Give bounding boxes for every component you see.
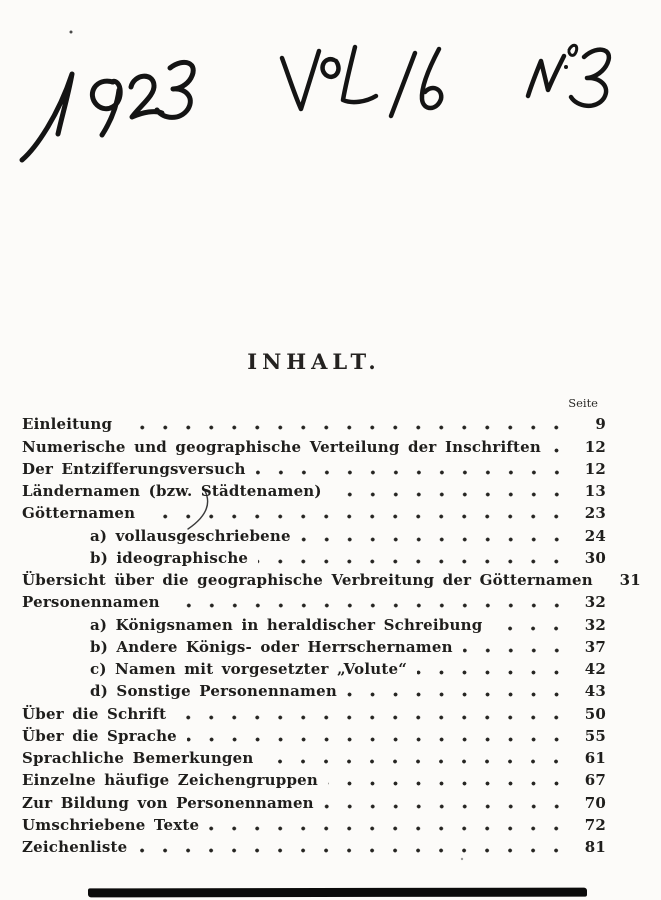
- toc-entry-label: Übersicht über die geographische Verbreitung der Götternamen: [22, 571, 593, 589]
- toc-entry-page: 43: [584, 682, 606, 701]
- toc-block: [22, 396, 641, 857]
- toc-entry-page: 81: [584, 838, 606, 856]
- toc-row: [22, 701, 606, 723]
- toc-row: [22, 790, 606, 812]
- handwritten-year-annotation: [22, 62, 193, 160]
- toc-entry-page: 12: [584, 437, 606, 456]
- toc-entry-label: Über die Schrift: [22, 704, 167, 723]
- toc-entry-page: 9: [595, 415, 606, 434]
- handwritten-issue-annotation: [528, 45, 609, 105]
- toc-entry-label: Zur Bildung von Personennamen: [22, 793, 314, 812]
- dot-leader: [301, 537, 568, 542]
- toc-row: [22, 679, 606, 701]
- dot-leader: [258, 559, 568, 564]
- toc-entry-label: a) Königsnamen in heraldischer Schreibung: [90, 615, 483, 634]
- dot-leader: [187, 737, 568, 742]
- toc-entry-label: Sprachliche Bemerkungen: [22, 749, 254, 767]
- toc-entry-label: b) Andere Königs- oder Herrschernamen: [90, 637, 453, 656]
- dot-leader: [145, 514, 568, 519]
- toc-row: [22, 457, 606, 479]
- toc-row: [22, 523, 606, 545]
- toc-entry-page: 32: [584, 593, 606, 612]
- toc-entry-label: b) ideographische: [90, 548, 249, 567]
- toc-entry-label: Numerische und geographische Verteilung der Inschriften: [22, 437, 541, 456]
- toc-row: [22, 635, 606, 657]
- dot-leader: [137, 848, 568, 853]
- toc-entry-label: Ländernamen (bzw. Städtenamen): [22, 482, 322, 500]
- toc-row: [22, 724, 606, 746]
- dot-leader: [551, 448, 568, 453]
- dot-leader: [463, 648, 568, 653]
- dot-leader: [417, 670, 568, 675]
- toc-entry-label: Götternamen: [22, 504, 136, 523]
- dot-leader: [492, 626, 568, 631]
- toc-entry-label: c) Namen mit vorgesetzter „Volute“: [90, 660, 408, 678]
- dot-leader: [263, 759, 568, 764]
- toc-entry-page: 70: [584, 793, 606, 812]
- dot-leader: [170, 603, 568, 608]
- toc-entry-page: 13: [584, 482, 606, 500]
- toc-entry-label: Der Entzifferungsversuch: [22, 459, 246, 478]
- toc-row: [22, 434, 606, 456]
- toc-row: [22, 746, 606, 768]
- toc-entry-label: Einzelne häufige Zeichengruppen: [22, 771, 319, 790]
- dot-leader: [332, 492, 568, 497]
- page-title: INHALT.: [247, 349, 381, 374]
- toc-row: [22, 813, 606, 835]
- handwritten-volume-annotation: [282, 47, 441, 116]
- toc-row: [22, 568, 641, 590]
- dot-leader: [122, 425, 568, 430]
- toc-row: [22, 768, 606, 790]
- toc-entry-label: Einleitung: [22, 415, 113, 434]
- toc-entry-page: 42: [584, 660, 606, 678]
- toc-row: [22, 590, 606, 612]
- dot-leader: [256, 470, 568, 475]
- toc-entry-page: 67: [584, 771, 606, 790]
- toc-entry-label: Über die Sprache: [22, 726, 177, 745]
- page-column-label: Seite: [568, 396, 598, 410]
- toc-row: [22, 657, 606, 679]
- toc-entry-label: Umschriebene Texte: [22, 815, 200, 834]
- toc-entry-page: 50: [584, 704, 606, 723]
- toc-entry-page: 24: [584, 526, 606, 545]
- toc-entry-page: 37: [584, 637, 606, 656]
- dot-leader: [209, 826, 568, 831]
- toc-entry-page: 32: [584, 615, 606, 634]
- toc-entry-page: 12: [584, 459, 606, 478]
- toc-entry-page: 55: [584, 726, 606, 745]
- toc-entry-label: d) Sonstige Personennamen: [90, 682, 337, 701]
- toc-entry-page: 23: [584, 504, 606, 523]
- toc-row: [22, 501, 606, 523]
- toc-entry-page: 30: [584, 548, 606, 567]
- scan-artifact-bar: [88, 888, 587, 898]
- dot-leader: [347, 692, 568, 697]
- toc-list: [22, 412, 641, 857]
- dot-leader: [324, 804, 568, 809]
- dot-leader: [176, 715, 568, 720]
- toc-row: [22, 479, 606, 501]
- toc-row: [22, 835, 606, 857]
- toc-entry-page: 72: [584, 815, 606, 834]
- toc-row: [22, 612, 606, 634]
- toc-row: [22, 412, 606, 434]
- dot-leader: [328, 781, 568, 786]
- toc-entry-page: 61: [584, 749, 606, 767]
- toc-entry-label: Personennamen: [22, 593, 160, 612]
- toc-row: [22, 546, 606, 568]
- toc-entry-label: Zeichenliste: [22, 838, 128, 856]
- toc-entry-label: a) vollausgeschriebene: [90, 526, 291, 545]
- toc-entry-page: 31: [619, 571, 641, 589]
